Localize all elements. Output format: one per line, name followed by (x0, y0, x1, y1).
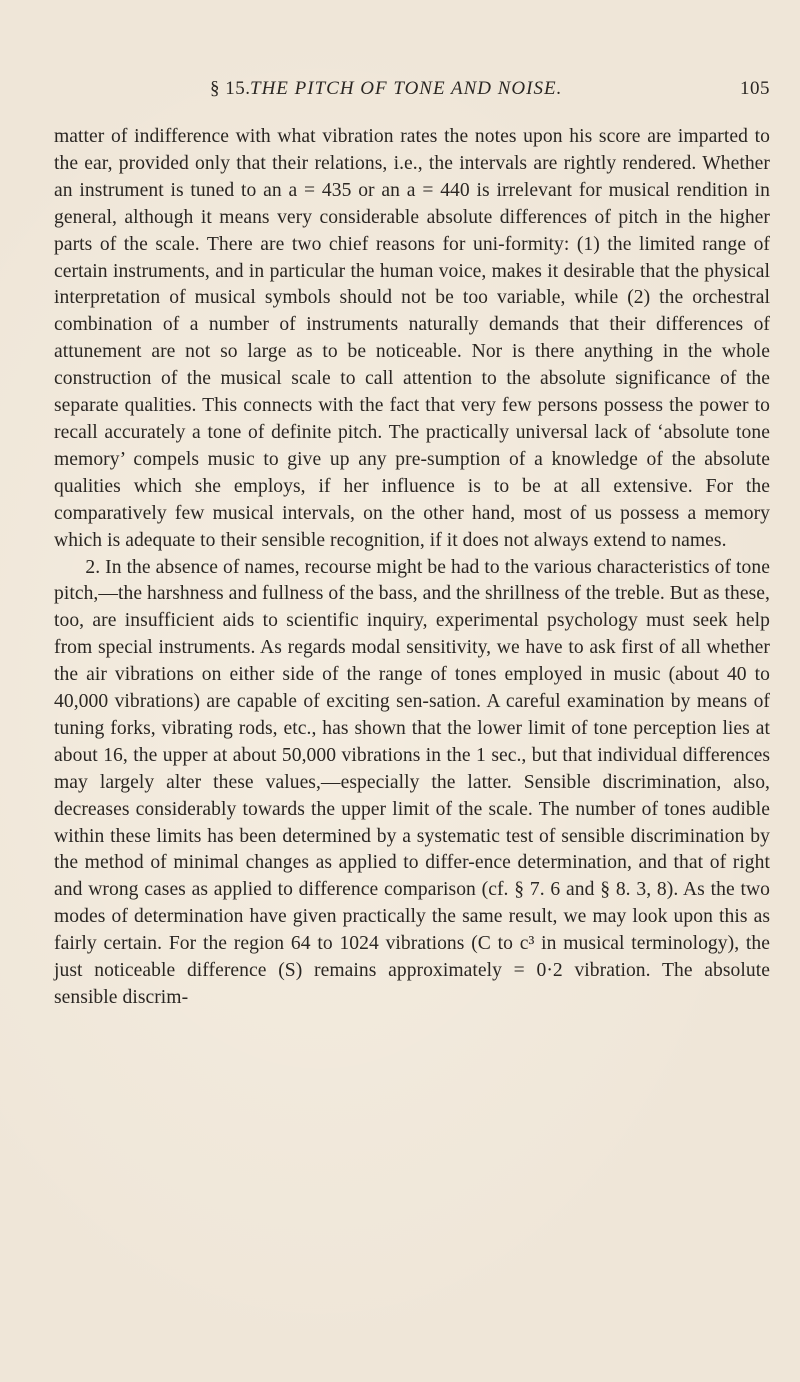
body-text (54, 124, 770, 1012)
running-head-title: THE PITCH OF TONE AND NOISE. (250, 78, 563, 99)
paragraph-2: 2. In the absence of names, recourse might be had to the various characteristics of tone pitch,—the harshness and fullness of the bass, and the shrillness of the treble. But as these, too, are insufficient aids to scientific inquiry, experimental psychology must seek help from special instruments. As regards modal sensitivity, we have to ask first of all whether the air vibrations on either side of the range of tones employed in music (about 40 to 40,000 vibrations) are capable of exciting sen-sation. A careful examination by means of tuning forks, vibrating rods, etc., has shown that the lower limit of tone perception lies at about 16, the upper at about 50,000 vibrations in the 1 sec., but that individual differences may largely alter these values,—especially the latter. Sensible discrimination, also, decreases considerably towards the upper limit of the scale. The number of tones audible within these limits has been determined by a systematic test of sensible discrimination by the method of minimal changes as applied to differ-ence determination, and that of right and wrong cases as applied to difference comparison (cf. § 7. 6 and § 8. 3, 8). As the two modes of determination have given practically the same result, we may look upon this as fairly certain. For the region 64 to 1024 vibrations (C to c³ in musical terminology), the just noticeable difference (S) remains approximately = 0·2 vibration. The absolute sensible discrim- (54, 556, 770, 1008)
paragraph-continuation: matter of indifference with what vibration rates the notes upon his score are imparted to the ear, provided only that their relations, i.e., the intervals are rightly rendered. Whether an instrument is tuned to an a = 435 or an a = 440 is irrelevant for musical rendition in general, although it means very considerable absolute differences of pitch in the higher parts of the scale. There are two chief reasons for uni-formity: (1) the limited range of certain instruments, and in particular the human voice, makes it desirable that the physical interpretation of musical symbols should not be too variable, while (2) the orchestral combination of a number of instruments naturally demands that their differences of attunement are not so large as to be noticeable. Nor is there anything in the whole construction of the musical scale to call attention to the absolute significance of the separate qualities. This connects with the fact that very few persons possess the power to recall accurately a tone of definite pitch. The practically universal lack of ‘absolute tone memory’ compels music to give up any pre-sumption of a knowledge of the absolute qualities which she employs, if her influence is to be at all extensive. For the comparatively few musical intervals, on the other hand, most of us possess a memory which is adequate to their sensible recognition, if it does not always extend to names. (54, 126, 770, 551)
section-reference: § 15. (210, 78, 251, 99)
running-head (54, 78, 770, 108)
page-number: 105 (740, 78, 770, 99)
